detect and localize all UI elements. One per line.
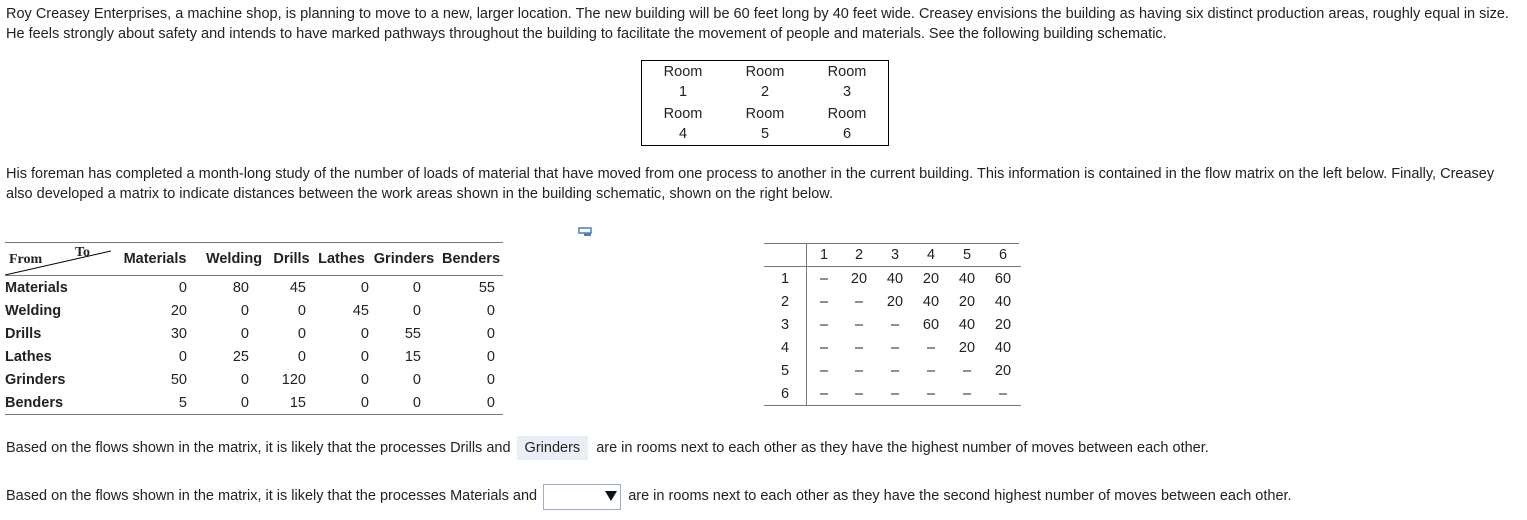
column-header: 1 (807, 244, 842, 267)
from-to-corner (5, 243, 111, 276)
distance-cell: 40 (958, 270, 976, 287)
flow-cell: 0 (178, 348, 187, 365)
flow-cell: 30 (170, 325, 187, 342)
flow-cell: 45 (352, 302, 369, 319)
flow-row-label: Lathes (5, 348, 52, 365)
flow-cell: 0 (314, 391, 369, 415)
distance-cell: – (949, 382, 985, 406)
question-1-after: are in rooms next to each other as they have the highest number of moves between each other. (596, 440, 1209, 456)
flow-cell: 45 (289, 279, 306, 296)
distance-cell: – (890, 362, 900, 379)
download-icon[interactable] (578, 227, 592, 237)
distance-row (764, 313, 1021, 336)
column-header: 4 (913, 244, 949, 267)
flow-cell: 0 (486, 371, 495, 388)
room-cell: Room 5 (745, 106, 785, 142)
flow-row (5, 276, 503, 300)
distance-cell: 20 (922, 270, 940, 287)
flow-cell: 15 (404, 348, 421, 365)
distance-row-label: 4 (764, 336, 807, 359)
distance-cell: 40 (922, 293, 940, 310)
intro-paragraph: Roy Creasey Enterprises, a machine shop, is planning to move to a new, larger location. The new building will be 60 feet long by 40 feet wide. Creasey envisions the building as having six distinct production areas, roughly equal in size. He feels strongly about safety and intends to have marked pathways throughout the building to facilitate the movement of people and materials. See the following building schematic. (6, 6, 1509, 42)
distance-matrix (764, 244, 1021, 406)
distance-row (764, 290, 1021, 313)
distance-cell: – (854, 339, 864, 356)
column-header: 2 (841, 244, 877, 267)
flow-cell: 5 (111, 391, 199, 415)
column-header: Grinders (369, 243, 439, 276)
column-header: 5 (949, 244, 985, 267)
column-header: Materials (111, 243, 199, 276)
room-cell: Room 4 (663, 106, 703, 142)
distance-cell: 20 (994, 362, 1012, 379)
flow-row-label: Grinders (5, 371, 66, 388)
building-schematic (641, 60, 889, 146)
distance-cell: – (890, 316, 900, 333)
room-cell: Room 3 (827, 64, 867, 100)
flow-cell: 0 (369, 391, 439, 415)
distance-cell: – (854, 316, 864, 333)
flow-cell: 55 (404, 325, 421, 342)
distance-cell: – (819, 316, 829, 333)
distance-cell: – (807, 382, 842, 406)
distance-cell: 20 (958, 339, 976, 356)
flow-row-label: Drills (5, 325, 42, 342)
flow-row (5, 391, 503, 415)
question-2-before: Based on the flows shown in the matrix, it is likely that the processes Materials and (6, 488, 538, 504)
room-cell: Room 6 (827, 106, 867, 142)
flow-row (5, 322, 503, 345)
flow-cell: 0 (240, 302, 249, 319)
distance-cell: – (854, 362, 864, 379)
distance-cell: – (819, 362, 829, 379)
distance-cell: 20 (850, 270, 868, 287)
flow-cell: 0 (439, 391, 503, 415)
flow-cell: 0 (297, 302, 306, 319)
flow-cell: 0 (240, 371, 249, 388)
distance-cell: – (877, 382, 913, 406)
room-cell: Room 1 (663, 64, 703, 100)
question-1-before: Based on the flows shown in the matrix, it is likely that the processes Drills and (6, 440, 511, 456)
corner-from-label: From (9, 252, 43, 267)
column-header: 3 (877, 244, 913, 267)
flow-cell: 0 (486, 325, 495, 342)
distance-cell: – (890, 339, 900, 356)
flow-cell: 0 (178, 279, 187, 296)
flow-cell: 0 (297, 348, 306, 365)
column-header: Welding (199, 243, 269, 276)
column-header: 6 (985, 244, 1021, 267)
question-1 (6, 436, 1209, 460)
distance-cell: 20 (958, 293, 976, 310)
distance-cell: 40 (886, 270, 904, 287)
flow-cell: 0 (297, 325, 306, 342)
distance-cell: – (854, 293, 864, 310)
flow-cell: 0 (412, 279, 421, 296)
distance-cell: – (962, 362, 972, 379)
distance-cell: – (841, 382, 877, 406)
study-paragraph: His foreman has completed a month-long study of the number of loads of material that have moved from one process to another in the current building. This information is contained in the flow matrix on the left below. Finally, Creasey also developed a matrix to indicate distances between the work areas shown in the building schematic, shown on the right below. (6, 166, 1495, 202)
flow-cell: 0 (360, 371, 369, 388)
room-cell: Room 2 (745, 64, 785, 100)
distance-row (764, 336, 1021, 359)
flow-cell: 55 (478, 279, 495, 296)
distance-row-label: 6 (764, 382, 807, 406)
flow-cell: 15 (269, 391, 314, 415)
distance-cell: – (985, 382, 1021, 406)
flow-matrix (5, 243, 503, 415)
dropdown-arrow-icon[interactable] (605, 491, 617, 501)
distance-cell: 40 (994, 293, 1012, 310)
distance-row (764, 382, 1021, 406)
flow-cell: 0 (486, 348, 495, 365)
answer-2-dropdown[interactable] (543, 484, 621, 510)
flow-cell: 20 (170, 302, 187, 319)
distance-cell: 60 (994, 270, 1012, 287)
distance-cell: – (819, 339, 829, 356)
distance-cell: – (926, 362, 936, 379)
flow-cell: 0 (360, 348, 369, 365)
distance-cell: 20 (886, 293, 904, 310)
flow-cell: 0 (412, 371, 421, 388)
corner-cell (764, 244, 807, 267)
flow-cell: 0 (412, 302, 421, 319)
distance-cell: – (819, 293, 829, 310)
flow-row (5, 299, 503, 322)
flow-cell: 50 (170, 371, 187, 388)
corner-to-label: To (75, 245, 91, 260)
flow-row-label: Welding (5, 302, 62, 319)
flow-row-label: Materials (5, 279, 68, 296)
flow-cell: 25 (232, 348, 249, 365)
flow-row (5, 368, 503, 391)
distance-row (764, 267, 1021, 291)
distance-row-label: 5 (764, 359, 807, 382)
question-2-after: are in rooms next to each other as they have the second highest number of moves between each other. (628, 488, 1292, 504)
flow-cell: 0 (199, 391, 269, 415)
distance-cell: 60 (922, 316, 940, 333)
flow-cell: 0 (486, 302, 495, 319)
flow-row (5, 345, 503, 368)
distance-cell: – (819, 270, 829, 287)
flow-row-label: Benders (5, 391, 111, 415)
question-2 (6, 484, 1292, 510)
distance-cell: – (926, 339, 936, 356)
flow-cell: 0 (360, 279, 369, 296)
distance-cell: 40 (958, 316, 976, 333)
column-header: Benders (439, 243, 503, 276)
answer-1-field[interactable]: Grinders (517, 436, 589, 460)
column-header: Drills (269, 243, 314, 276)
distance-cell: 20 (994, 316, 1012, 333)
flow-cell: 0 (240, 325, 249, 342)
distance-row-label: 1 (764, 267, 807, 291)
flow-cell: 80 (232, 279, 249, 296)
distance-cell: 40 (994, 339, 1012, 356)
column-header: Lathes (314, 243, 369, 276)
distance-row (764, 359, 1021, 382)
distance-cell: – (913, 382, 949, 406)
distance-row-label: 3 (764, 313, 807, 336)
flow-cell: 120 (281, 371, 306, 388)
flow-cell: 0 (360, 325, 369, 342)
distance-row-label: 2 (764, 290, 807, 313)
